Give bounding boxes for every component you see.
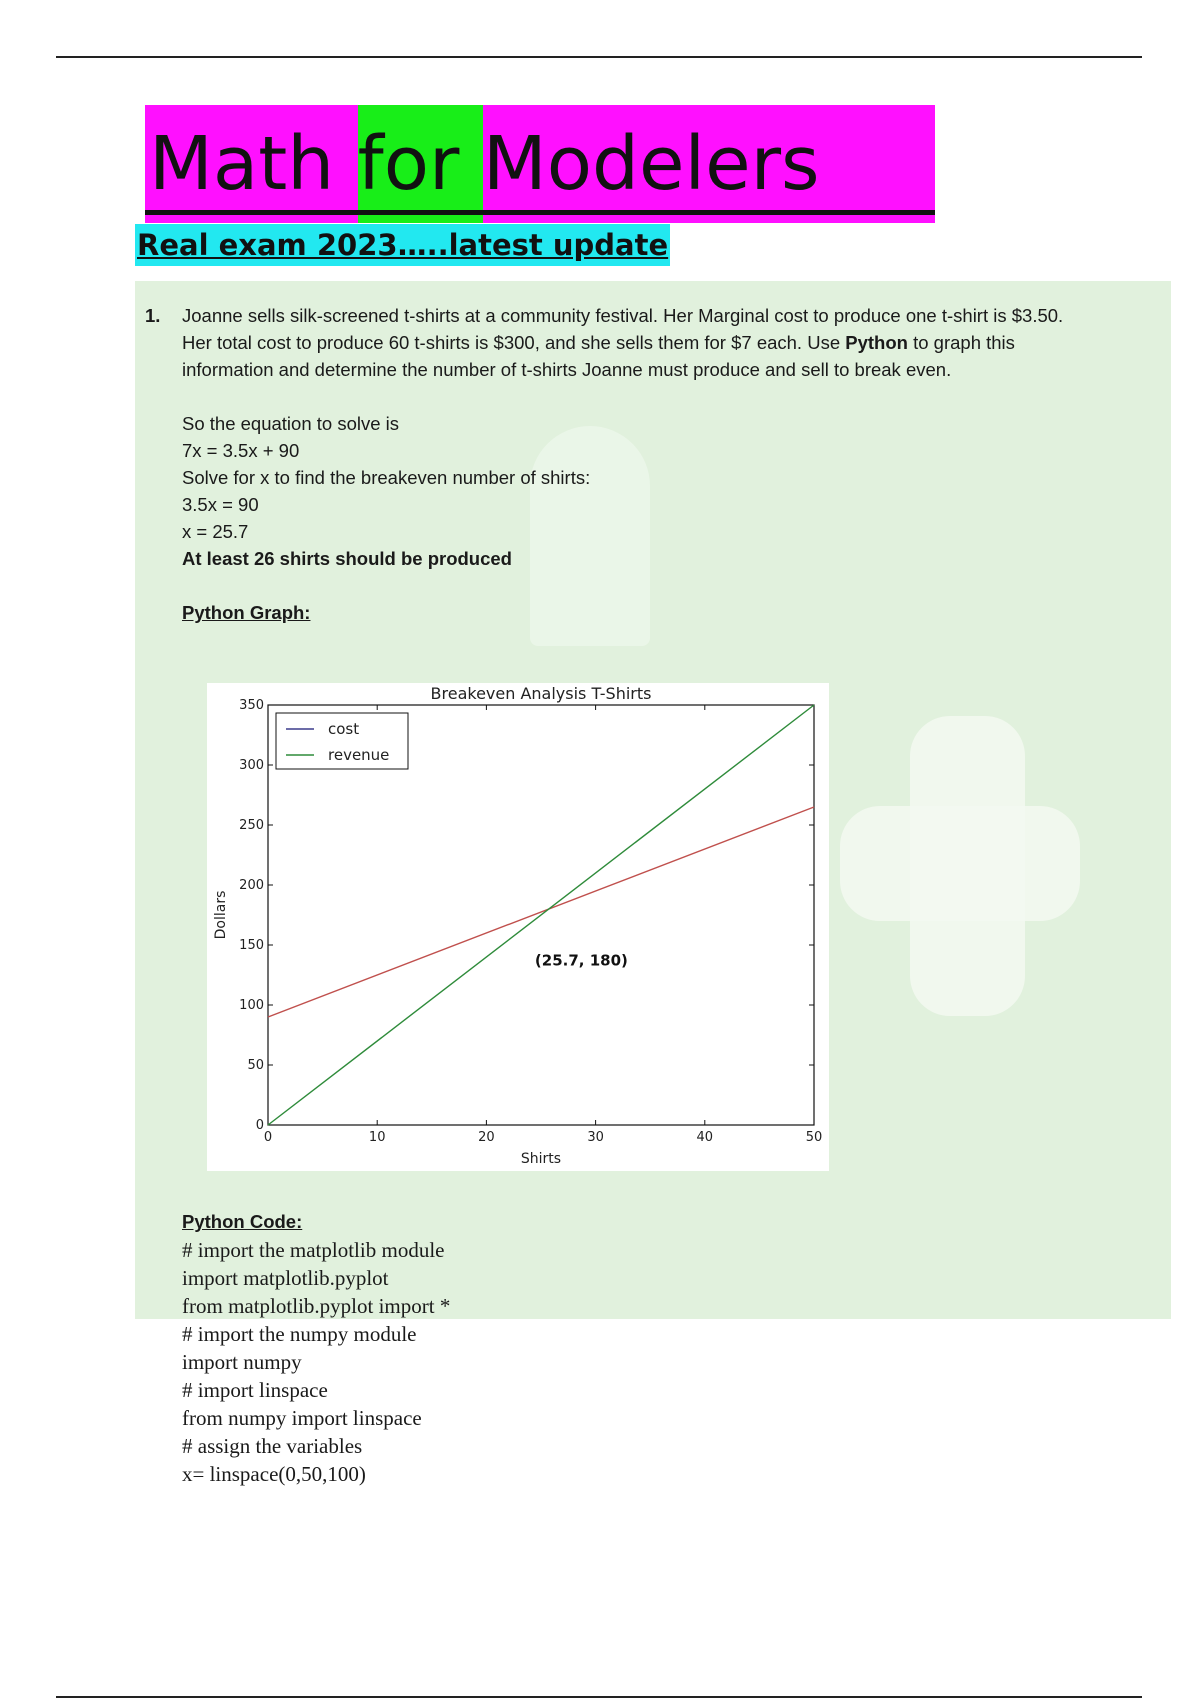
question-text-end: to graph this information and determine the number of t-shirts Joanne must produce and sell to break even. bbox=[182, 332, 1015, 380]
x-axis-label: Shirts bbox=[520, 1151, 562, 1167]
code-line: import matplotlib.pyplot bbox=[182, 1266, 389, 1290]
solution-line: 3.5x = 90 bbox=[182, 494, 259, 515]
solution-line: 7x = 3.5x + 90 bbox=[182, 440, 300, 461]
code-line: import numpy bbox=[182, 1350, 302, 1374]
document-title bbox=[145, 105, 935, 223]
x-tick-label: 20 bbox=[478, 1130, 495, 1145]
code-line: x= linspace(0,50,100) bbox=[182, 1462, 366, 1486]
solution-line: x = 25.7 bbox=[182, 521, 249, 542]
x-tick-label: 0 bbox=[263, 1130, 273, 1145]
graph-heading: Python Graph: bbox=[182, 602, 311, 623]
y-tick-label: 200 bbox=[239, 878, 264, 893]
x-tick-label: 10 bbox=[368, 1130, 386, 1145]
code-heading: Python Code: bbox=[182, 1211, 303, 1232]
solution-line: Solve for x to find the breakeven number of shirts: bbox=[182, 467, 591, 488]
title-part-math: Math bbox=[145, 105, 358, 223]
solution-conclusion: At least 26 shirts should be produced bbox=[182, 548, 512, 569]
y-tick-label: 300 bbox=[239, 758, 264, 773]
y-tick-label: 250 bbox=[239, 818, 264, 833]
code-line: # import the numpy module bbox=[182, 1322, 417, 1346]
chart-svg bbox=[207, 683, 829, 1171]
code-line: from matplotlib.pyplot import * bbox=[182, 1294, 451, 1318]
document-subtitle: Real exam 2023…..latest update bbox=[135, 224, 670, 266]
question-number: 1. bbox=[145, 305, 161, 326]
bottom-rule bbox=[56, 1696, 1142, 1698]
question-1 bbox=[145, 302, 1095, 626]
legend-label-cost: cost bbox=[328, 720, 360, 738]
top-rule bbox=[56, 56, 1142, 58]
chart-title: Breakeven Analysis T-Shirts bbox=[430, 684, 652, 703]
code-line: # import linspace bbox=[182, 1378, 328, 1402]
x-tick-label: 40 bbox=[696, 1130, 714, 1145]
solution-line: So the equation to solve is bbox=[182, 413, 400, 434]
title-underline bbox=[145, 210, 935, 215]
x-tick-label: 30 bbox=[587, 1130, 604, 1145]
y-axis-label: Dollars bbox=[213, 890, 229, 940]
intersection-annotation: (25.7, 180) bbox=[534, 951, 628, 970]
python-code bbox=[182, 1208, 882, 1488]
title-part-for: for bbox=[358, 105, 483, 223]
y-tick-label: 100 bbox=[239, 998, 264, 1013]
breakeven-chart bbox=[207, 683, 829, 1171]
legend-label-revenue: revenue bbox=[328, 746, 390, 764]
watermark-plus-horizontal bbox=[840, 806, 1080, 921]
title-part-modelers: Modelers bbox=[483, 105, 935, 223]
y-tick-label: 0 bbox=[255, 1118, 264, 1133]
x-tick-label: 50 bbox=[805, 1130, 823, 1145]
code-line: # assign the variables bbox=[182, 1434, 363, 1458]
question-text bbox=[182, 302, 1095, 383]
question-text-python: Python bbox=[845, 332, 908, 353]
code-line: from numpy import linspace bbox=[182, 1406, 422, 1430]
question-text-start: Joanne sells silk-screened t-shirts at a community festival. Her Marginal cost to produce one t-shirt is $3.50. Her total cost to produce 60 t-shirts is $300, and she sells them for $7 each. Use bbox=[182, 305, 1064, 353]
code-line: # import the matplotlib module bbox=[182, 1238, 445, 1262]
y-tick-label: 350 bbox=[239, 698, 264, 713]
y-tick-label: 50 bbox=[247, 1058, 264, 1073]
y-tick-label: 150 bbox=[239, 938, 264, 953]
